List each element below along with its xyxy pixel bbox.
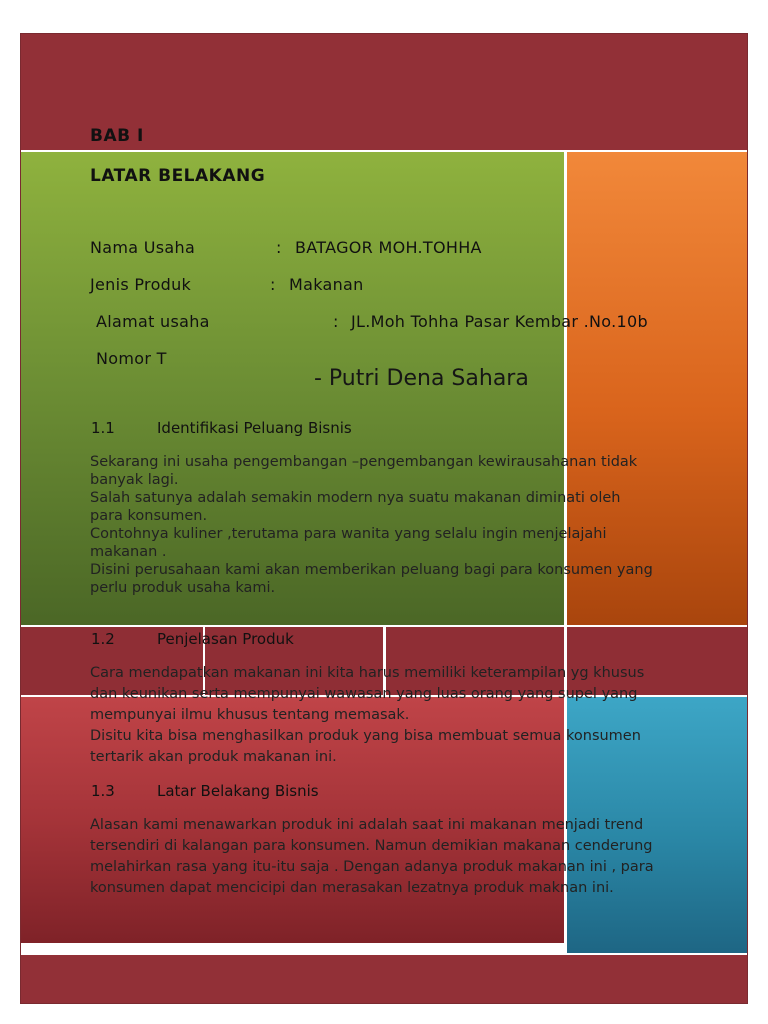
author-name: - Putri Dena Sahara [314,366,529,391]
field-sep-jenis-produk: : [270,275,276,294]
chapter-title: LATAR BELAKANG [90,166,266,186]
section-body-2: Cara mendapatkan makanan ini kita harus memiliki keterampilan yg khusus dan keunikan serta mempunyai wawasan yang luas orang yang supel yang mempunyai ilmu khusus tentang memasak. Disitu kita bisa menghasilkan produk yang bisa membuat semua konsumen tertarik akan produk makanan ini. [90,665,645,765]
field-sep-nama-usaha: : [276,238,282,257]
section-number-3: 1.3 [91,782,115,800]
section-body-1: Sekarang ini usaha pengembangan –pengembangan kewirausahanan tidak banyak lagi. Salah satunya adalah semakin modern nya suatu makanan diminati oleh para konsumen. Contohnya kuliner ,terutama para wanita yang selalu ingin menjelajahi makanan . Disini perusahaan kami akan memberikan peluang bagi para konsumen yang perlu produk usaha kami. [90,454,653,596]
field-label-alamat: Alamat usaha [96,312,210,331]
section-title-2: Penjelasan Produk [157,630,294,648]
field-label-nama-usaha: Nama Usaha [90,238,196,257]
field-value-jenis-produk: Makanan [289,275,364,294]
field-value-alamat: JL.Moh Tohha Pasar Kembar .No.10b [351,312,648,331]
section-body-3: Alasan kami menawarkan produk ini adalah saat ini makanan menjadi trend tersendiri di kalangan para konsumen. Namun demikian makanan cenderung melahirkan rasa yang itu-itu saja . Dengan adanya produk makanan ini , para konsumen dapat mencicipi dan merasakan lezatnya produk maknan ini. [90,817,654,896]
section-title-1: Identifikasi Peluang Bisnis [157,419,352,437]
section-title-3: Latar Belakang Bisnis [157,782,319,800]
footer-block-maroon [21,955,747,1003]
field-label-jenis-produk: Jenis Produk [90,275,192,294]
section-number-1: 1.1 [91,419,115,437]
chapter-label: BAB I [90,126,144,146]
section-number-2: 1.2 [91,630,115,648]
field-value-nama-usaha: BATAGOR MOH.TOHHA [295,238,482,257]
field-label-nomor: Nomor T [96,349,167,368]
field-sep-alamat: : [333,312,339,331]
